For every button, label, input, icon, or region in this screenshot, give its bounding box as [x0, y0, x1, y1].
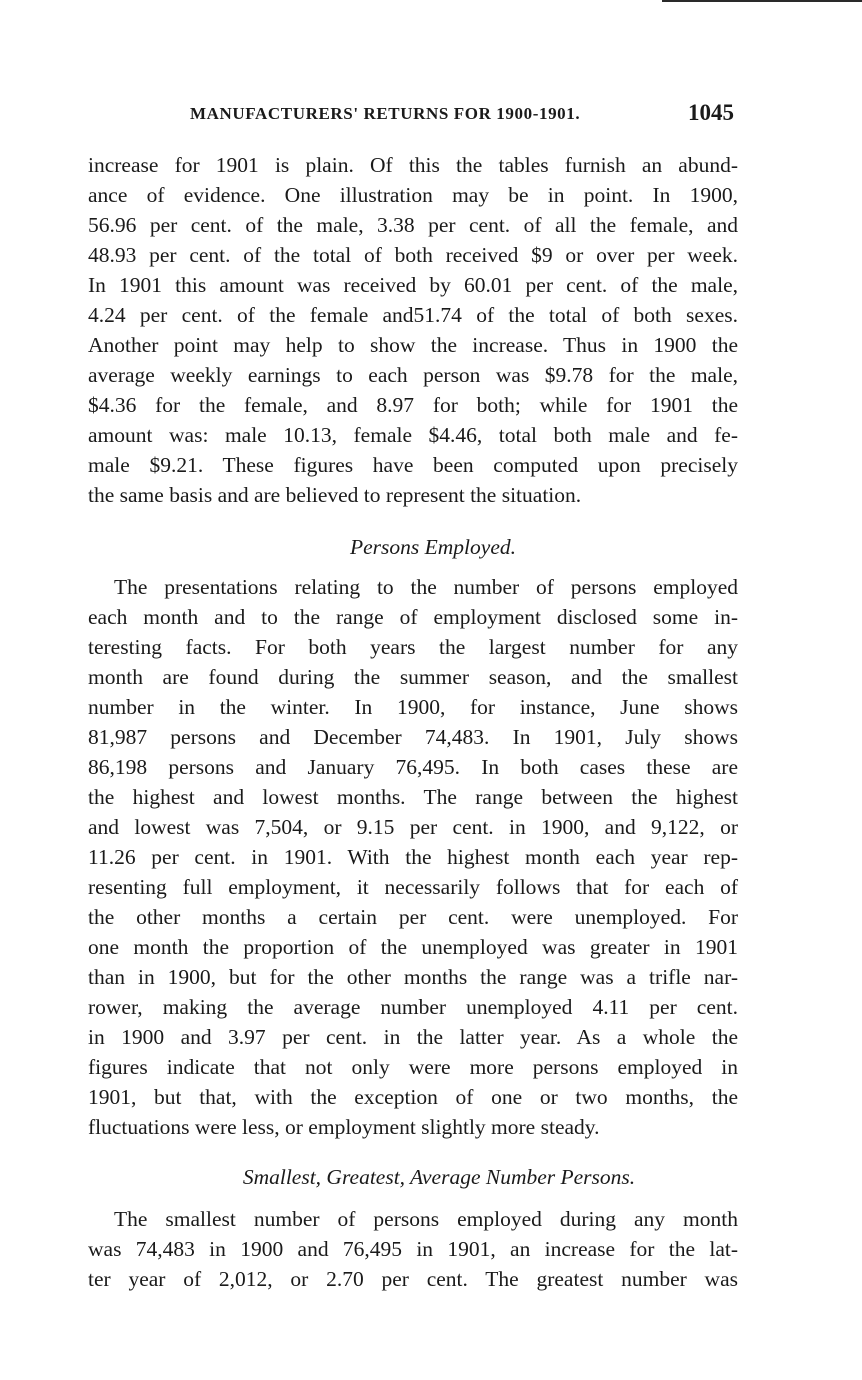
paragraph-earnings — [88, 150, 738, 510]
page-number: 1045 — [688, 100, 734, 125]
paragraph-persons-employed — [88, 572, 738, 1142]
text-line: month are found during the summer season, and the smallest — [88, 665, 738, 689]
text-line: in 1900 and 3.97 per cent. in the latter year. As a whole the — [88, 1025, 738, 1049]
text-line: male $9.21. These figures have been computed upon precisely — [88, 453, 738, 477]
text-line: figures indicate that not only were more persons employed in — [88, 1055, 738, 1079]
text-line: each month and to the range of employment disclosed some in- — [88, 605, 738, 629]
text-line: 48.93 per cent. of the total of both received $9 or over per week. — [88, 243, 738, 267]
text-line: The presentations relating to the number of persons employed — [114, 575, 738, 599]
text-line: average weekly earnings to each person was $9.78 for the male, — [88, 363, 738, 387]
text-line: the highest and lowest months. The range between the highest — [88, 785, 738, 809]
text-line: ance of evidence. One illustration may be in point. In 1900, — [88, 183, 738, 207]
running-head — [88, 100, 738, 132]
text-line: resenting full employment, it necessarily follows that for each of — [88, 875, 738, 899]
text-line: 81,987 persons and December 74,483. In 1901, July shows — [88, 725, 738, 749]
text-line: The smallest number of persons employed during any month — [114, 1207, 738, 1231]
text-line: amount was: male 10.13, female $4.46, total both male and fe- — [88, 423, 738, 447]
text-line: 86,198 persons and January 76,495. In both cases these are — [88, 755, 738, 779]
text-line: 11.26 per cent. in 1901. With the highest month each year rep- — [88, 845, 738, 869]
text-line: fluctuations were less, or employment slightly more steady. — [88, 1115, 600, 1139]
text-line: 4.24 per cent. of the female and51.74 of the total of both sexes. — [88, 303, 738, 327]
paragraph-smallest-number — [88, 1204, 738, 1294]
text-line: 56.96 per cent. of the male, 3.38 per cent. of all the female, and — [88, 213, 738, 237]
text-line: $4.36 for the female, and 8.97 for both; while for 1901 the — [88, 393, 738, 417]
text-line: than in 1900, but for the other months the range was a trifle nar- — [88, 965, 738, 989]
section-heading-persons-employed: Persons Employed. — [350, 535, 516, 559]
text-line: In 1901 this amount was received by 60.01 per cent. of the male, — [88, 273, 738, 297]
text-line: ter year of 2,012, or 2.70 per cent. The greatest number was — [88, 1267, 738, 1291]
section-heading-smallest-greatest-average: Smallest, Greatest, Average Number Persons. — [242, 1165, 636, 1189]
text-line: Another point may help to show the increase. Thus in 1900 the — [88, 333, 738, 357]
text-line: the same basis and are believed to represent the situation. — [88, 483, 582, 507]
text-line: was 74,483 in 1900 and 76,495 in 1901, an increase for the lat- — [88, 1237, 738, 1261]
text-line: rower, making the average number unemployed 4.11 per cent. — [88, 995, 738, 1019]
text-line: number in the winter. In 1900, for instance, June shows — [88, 695, 738, 719]
text-line: 1901, but that, with the exception of one or two months, the — [88, 1085, 738, 1109]
running-title: MANUFACTURERS' RETURNS FOR 1900-1901. — [190, 104, 581, 123]
text-line: teresting facts. For both years the largest number for any — [88, 635, 738, 659]
text-line: and lowest was 7,504, or 9.15 per cent. in 1900, and 9,122, or — [88, 815, 738, 839]
text-line: increase for 1901 is plain. Of this the tables furnish an abund- — [88, 153, 738, 177]
text-line: the other months a certain per cent. were unemployed. For — [88, 905, 738, 929]
text-line: one month the proportion of the unemployed was greater in 1901 — [88, 935, 738, 959]
top-edge-rule — [662, 0, 862, 2]
page-body — [88, 150, 738, 1294]
